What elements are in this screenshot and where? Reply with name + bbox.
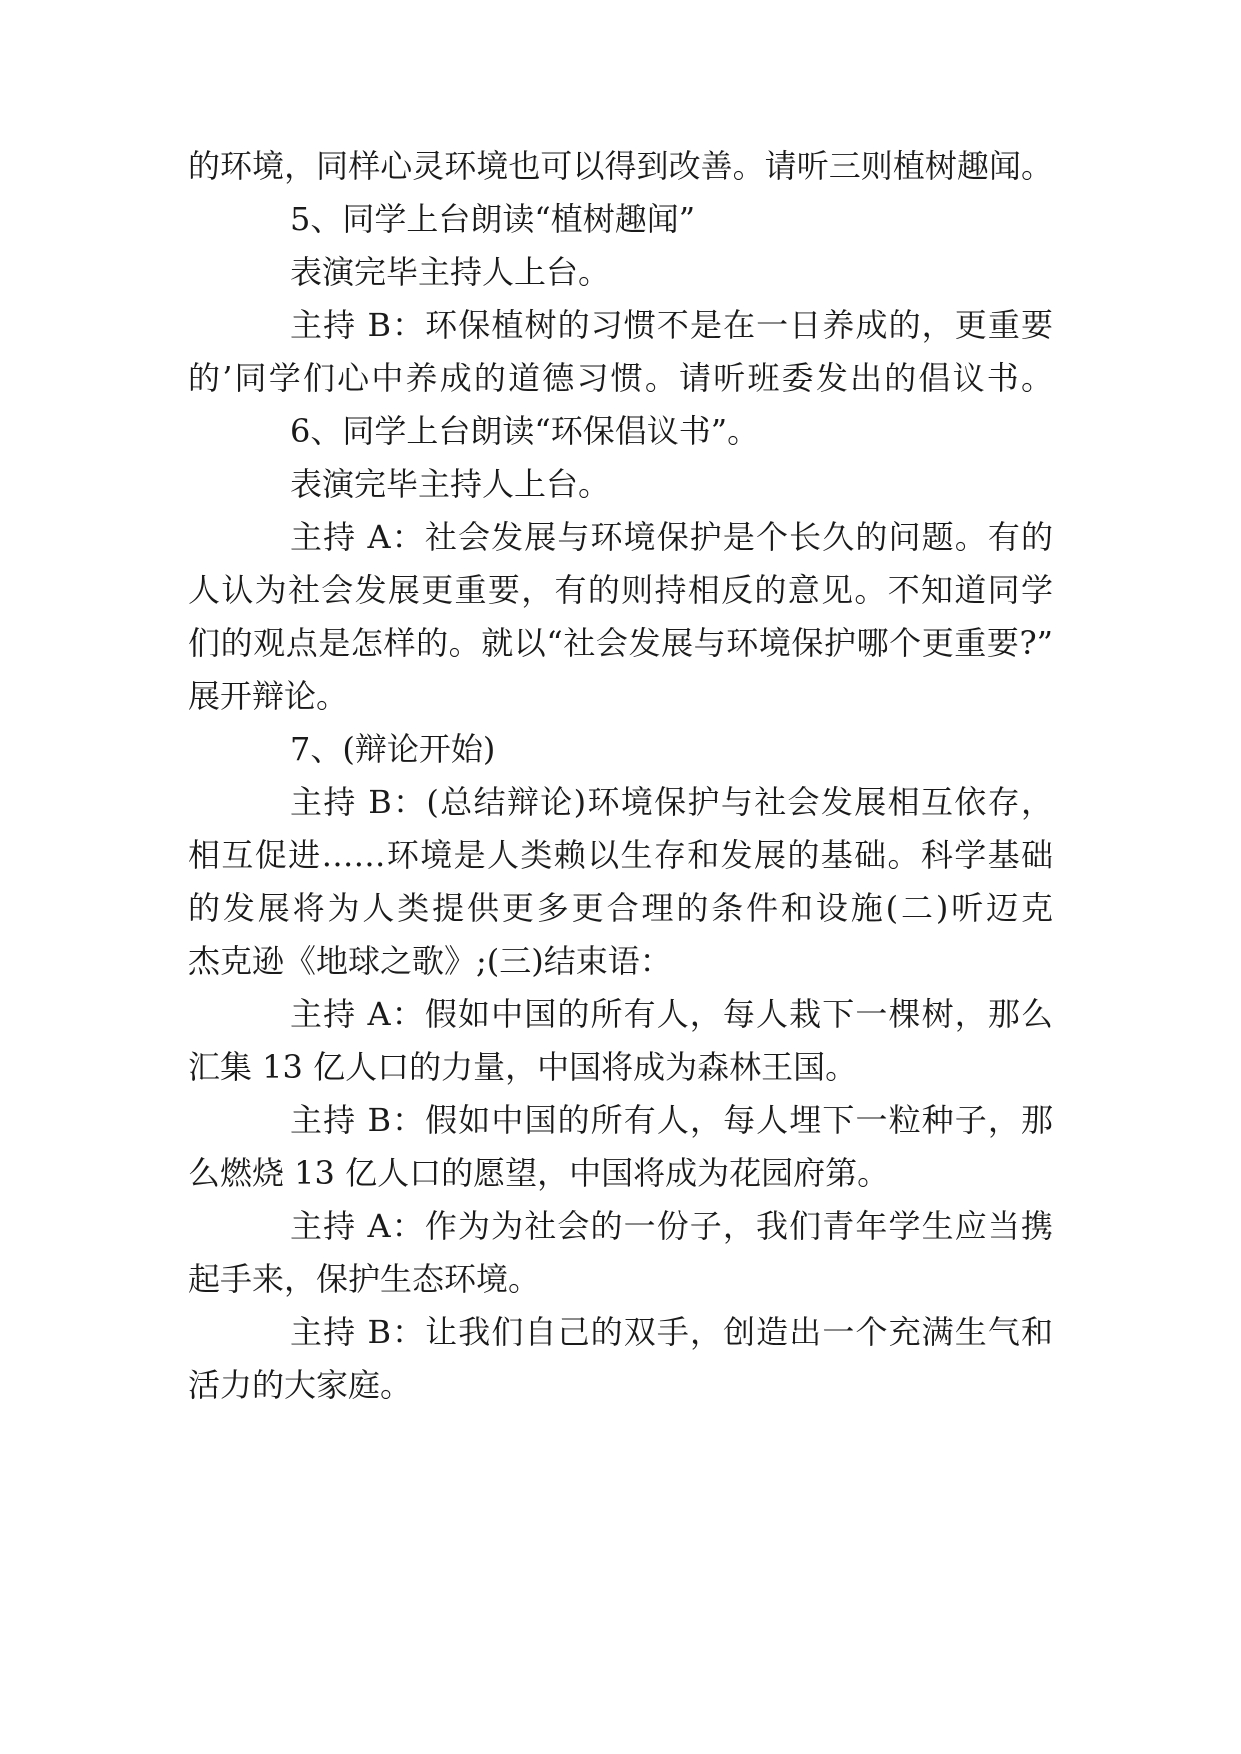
text-line: 相互促进……环境是人类赖以生存和发展的基础。科学基础 bbox=[188, 836, 1053, 874]
text-line: 6、同学上台朗读“环保倡议书”。 bbox=[290, 412, 760, 450]
text-line: 杰克逊《地球之歌》;(三)结束语： bbox=[188, 942, 672, 980]
text-line: 人认为社会发展更重要，有的则持相反的意见。不知道同学 bbox=[188, 571, 1053, 609]
text-line: 汇集 13 亿人口的力量，中国将成为森林王国。 bbox=[188, 1048, 858, 1086]
text-line: 主持 A：作为为社会的一份子，我们青年学生应当携 bbox=[290, 1207, 1053, 1245]
text-line: 主持 A：假如中国的所有人，每人栽下一棵树，那么 bbox=[290, 995, 1053, 1033]
text-line: 5、同学上台朗读“植树趣闻” bbox=[290, 200, 696, 238]
text-line: 主持 B：让我们自己的双手，创造出一个充满生气和 bbox=[290, 1313, 1053, 1351]
text-line: 主持 B：环保植树的习惯不是在一日养成的，更重要 bbox=[290, 306, 1053, 344]
text-line: 表演完毕主持人上台。 bbox=[290, 253, 611, 291]
text-line: 的’同学们心中养成的道德习惯。请听班委发出的倡议书。 bbox=[188, 359, 1053, 397]
text-line: 7、(辩论开始) bbox=[290, 730, 496, 768]
text-line: 主持 A：社会发展与环境保护是个长久的问题。有的 bbox=[290, 518, 1053, 556]
text-line: 展开辩论。 bbox=[188, 677, 349, 715]
text-line: 表演完毕主持人上台。 bbox=[290, 465, 611, 503]
text-line: 么燃烧 13 亿人口的愿望，中国将成为花园府第。 bbox=[188, 1154, 890, 1192]
text-line: 起手来，保护生态环境。 bbox=[188, 1260, 541, 1298]
text-line: 们的观点是怎样的。就以“社会发展与环境保护哪个更重要?” bbox=[188, 624, 1053, 662]
text-line: 的发展将为人类提供更多更合理的条件和设施(二)听迈克 bbox=[188, 889, 1053, 927]
text-line: 的环境，同样心灵环境也可以得到改善。请听三则植树趣闻。 bbox=[188, 147, 1053, 185]
text-line: 主持 B：(总结辩论)环境保护与社会发展相互依存， bbox=[290, 783, 1053, 821]
text-line: 活力的大家庭。 bbox=[188, 1366, 413, 1404]
text-line: 主持 B：假如中国的所有人，每人埋下一粒种子，那 bbox=[290, 1101, 1053, 1139]
